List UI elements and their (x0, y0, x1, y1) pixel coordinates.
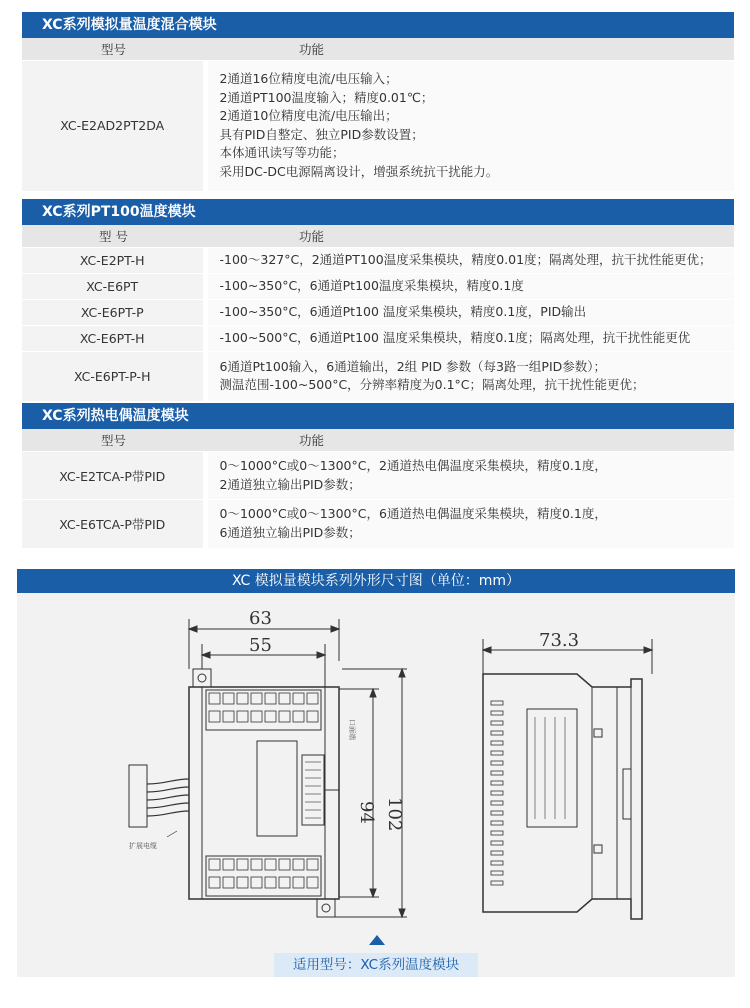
function-line: 0～1000°C或0～1300°C，6通道热电偶温度采集模块，精度0.1度， (219, 506, 607, 522)
model-cell: XC-E2AD2PT2DA (22, 61, 205, 191)
function-line: -100~500°C，6通道Pt100 温度采集模块，精度0.1度；隔离处理，抗干扰性能更优 (219, 330, 691, 346)
diagram-title: XC 模拟量模块系列外形尺寸图（单位：mm） (17, 569, 735, 593)
table-row (22, 326, 734, 352)
function-line: 0～1000°C或0～1300°C，2通道热电偶温度采集模块，精度0.1度， (219, 458, 607, 473)
function-line: 2通道10位精度电流/电压输出； (219, 108, 398, 124)
dimension-diagram-panel (17, 569, 735, 977)
table-row (22, 61, 734, 191)
function-line: 6通道独立输出PID参数； (219, 524, 361, 540)
header-model: 型 号 (22, 225, 205, 248)
dim-63-label: 63 (249, 608, 272, 629)
pointer-arrow-icon (369, 935, 385, 945)
dim-102-label: 102 (384, 797, 405, 832)
port-label: 口面端 (348, 719, 356, 740)
function-cell (205, 352, 734, 401)
function-cell (205, 452, 734, 500)
section-thermocouple-module (22, 403, 734, 548)
model-cell: XC-E6PT-P (22, 300, 205, 326)
spec-table (22, 38, 734, 191)
front-view (129, 608, 407, 917)
table-row (22, 300, 734, 326)
function-cell (205, 274, 734, 300)
dimension-drawing (17, 569, 735, 977)
function-cell (205, 248, 734, 274)
function-line: 2通道16位精度电流/电压输入； (219, 71, 398, 87)
dim-55-label: 55 (249, 635, 272, 656)
section-title: XC系列模拟量温度混合模块 (22, 12, 734, 38)
dim-94-label: 94 (356, 801, 377, 824)
table-row (22, 500, 734, 548)
function-cell (205, 500, 734, 548)
function-line: 本体通讯读写等功能； (219, 145, 345, 161)
function-line: 测温范围-100~500°C，分辨率精度为0.1°C；隔离处理，抗干扰性能更优； (219, 377, 645, 393)
header-model: 型号 (22, 38, 205, 61)
function-line: 2通道PT100温度输入；精度0.01℃； (219, 89, 434, 105)
model-cell: XC-E6PT (22, 274, 205, 300)
section-pt100-module (22, 199, 734, 401)
model-cell: XC-E6TCA-P带PID (22, 500, 205, 548)
model-cell: XC-E6PT-H (22, 326, 205, 352)
table-row (22, 352, 734, 401)
function-line: -100~350°C，6通道Pt100 温度采集模块，精度0.1度，PID输出 (219, 304, 587, 320)
header-function: 功能 (205, 38, 734, 61)
table-row (22, 274, 734, 300)
function-line: 具有PID自整定、独立PID参数设置； (219, 126, 424, 142)
function-line: -100~350°C，6通道Pt100温度采集模块，精度0.1度 (219, 278, 524, 294)
function-cell (205, 300, 734, 326)
table-row (22, 452, 734, 500)
side-view (483, 630, 652, 919)
function-line: 6通道Pt100输入，6通道输出，2组 PID 参数（每3路一组PID参数）； (219, 358, 607, 374)
section-title: XC系列热电偶温度模块 (22, 403, 734, 429)
spec-table (22, 225, 734, 401)
model-cell: XC-E2TCA-P带PID (22, 452, 205, 500)
header-model: 型号 (22, 429, 205, 452)
section-title: XC系列PT100温度模块 (22, 199, 734, 225)
function-line: 采用DC-DC电源隔离设计，增强系统抗干扰能力。 (219, 163, 499, 179)
function-line: 2通道独立输出PID参数； (219, 476, 361, 492)
header-function: 功能 (205, 225, 734, 248)
header-function: 功能 (205, 429, 734, 452)
model-cell: XC-E6PT-P-H (22, 352, 205, 401)
applicable-models-label: 适用型号：XC系列温度模块 (274, 953, 478, 977)
expansion-cable-label: 扩展电缆 (129, 842, 157, 850)
dim-73-3-label: 73.3 (539, 630, 580, 651)
function-cell (205, 61, 734, 191)
section-mixed-module (22, 12, 734, 191)
spec-table (22, 429, 734, 548)
table-row (22, 248, 734, 274)
function-line: -100～327°C，2通道PT100温度采集模块，精度0.01度；隔离处理，抗干扰性能更优； (219, 252, 712, 268)
function-cell (205, 326, 734, 352)
model-cell: XC-E2PT-H (22, 248, 205, 274)
